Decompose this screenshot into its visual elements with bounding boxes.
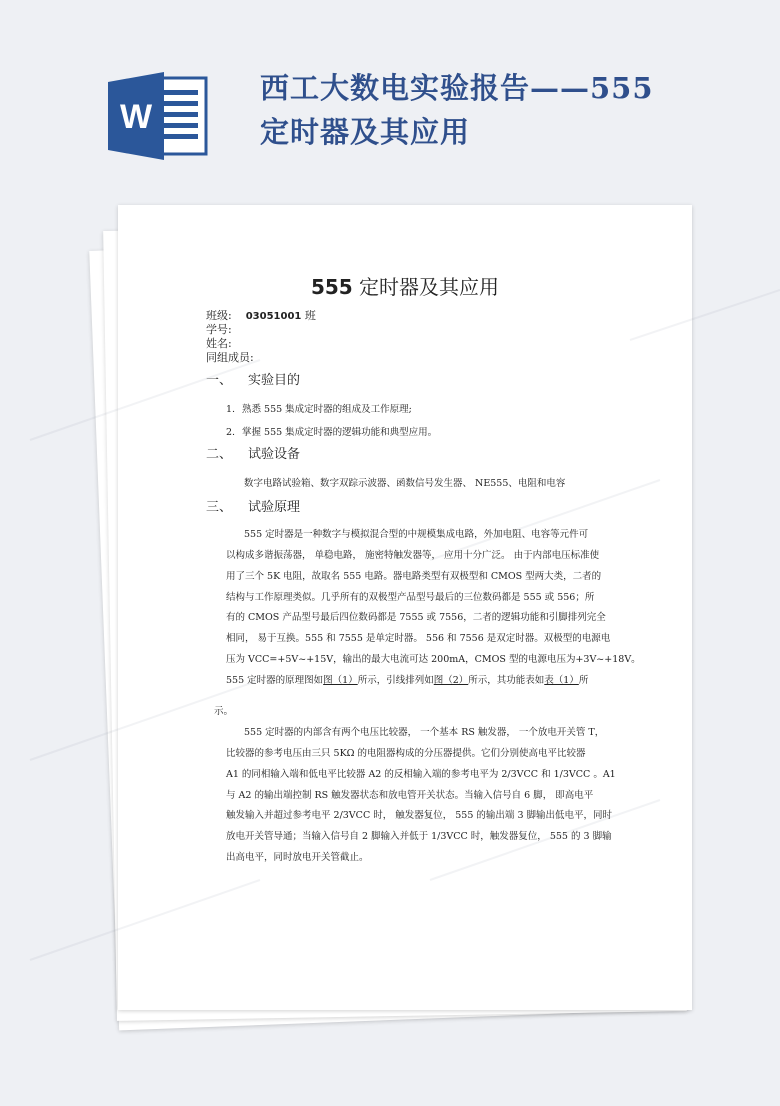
section-heading: 二、 试验设备 (206, 447, 301, 462)
document-title-text: 定时器及其应用 (352, 275, 500, 299)
list-item: 2. 掌握 555 集成定时器的逻辑功能和典型应用。 (226, 427, 438, 438)
equipment-list: 数字电路试验箱、数字双踪示波器、函数信号发生器、 NE555、电阻和电容 (244, 478, 566, 489)
info-name: 姓名: (206, 337, 232, 350)
section-heading: 一、 实验目的 (206, 373, 301, 388)
principle-paragraph-1-body: 以构成多谐振荡器， 单稳电路， 施密特触发器等， 应用十分广泛。 由于内部电压标准使 用了三个 5K 电阻，故取名 555 电路。器电路类型有双极型和 CMOS 型两大类，二者的 结构与工作原理类似。几乎所有的双极型产品型号最后的三位数码都是 555 或 556；所 有的 CMOS 产品型号最后四位数码都是 7555 或 7556，二者的逻辑功能和引脚排列完全 相同， 易于互换。555 和 7555 是单定时器。 556 和 7556 是双定时器。双极型的电源电 压为 VCC=+5V~+15V，输出的最大电流可达 200mA，CMOS 型的电源电压为+3V~+18V。 555 定时器的原理图如图（1）所示，引线排列如图（2）所示，其功能表如表（1）所 (226, 546, 608, 692)
paragraph-continuation: 示。 (214, 706, 234, 717)
figure-1-link[interactable]: 图（1） (323, 674, 358, 686)
document-page (118, 205, 692, 1010)
header (0, 0, 780, 200)
principle-paragraph-1: 555 定时器是一种数字与模拟混合型的中规模集成电路，外加电阻、电容等元件可 (244, 529, 589, 540)
info-group-members: 同组成员: (206, 351, 254, 364)
section-heading: 三、 试验原理 (206, 500, 301, 515)
figure-2-link[interactable]: 图（2） (433, 674, 469, 686)
document-title-number: 555 (310, 275, 353, 299)
figure-references: 555 定时器的原理图如图（1）所示，引线排列如图（2）所示，其功能表如表（1）所 (226, 674, 589, 686)
info-class: 班级: 03051001 班 (206, 309, 316, 322)
table-1-link[interactable]: 表（1） (544, 674, 579, 686)
page-title: 西工大数电实验报告——555定时器及其应用 (260, 71, 654, 149)
word-document-icon (108, 72, 210, 160)
principle-paragraph-2-body: 比较器的参考电压由三只 5KΩ 的电阻器构成的分压器提供。它们分别使高电平比较器 A1 的同相输入端和低电平比较器 A2 的反相输入端的参考电平为 2/3VCC 和 1/3VCC 。A1 与 A2 的输出端控制 RS 触发器状态和放电管开关状态。当输入信号自 6 脚， 即高电平 触发输入并超过参考电平 2/3VCC 时， 触发器复位， 555 的输出端 3 脚输出低电平，同时 放电开关管导通；当输入信号自 2 脚输入并低于 1/3VCC 时，触发器复位， 555 的 3 脚输 出高电平，同时放电开关管截止。 (226, 748, 616, 863)
principle-paragraph-2: 555 定时器的内部含有两个电压比较器， 一个基本 RS 触发器， 一个放电开关管 T， (244, 727, 605, 738)
info-student-id: 学号: (206, 323, 232, 336)
list-item: 1. 熟悉 555 集成定时器的组成及工作原理; (226, 404, 412, 415)
document-title (118, 271, 692, 300)
svg-text:W: W (119, 98, 153, 136)
